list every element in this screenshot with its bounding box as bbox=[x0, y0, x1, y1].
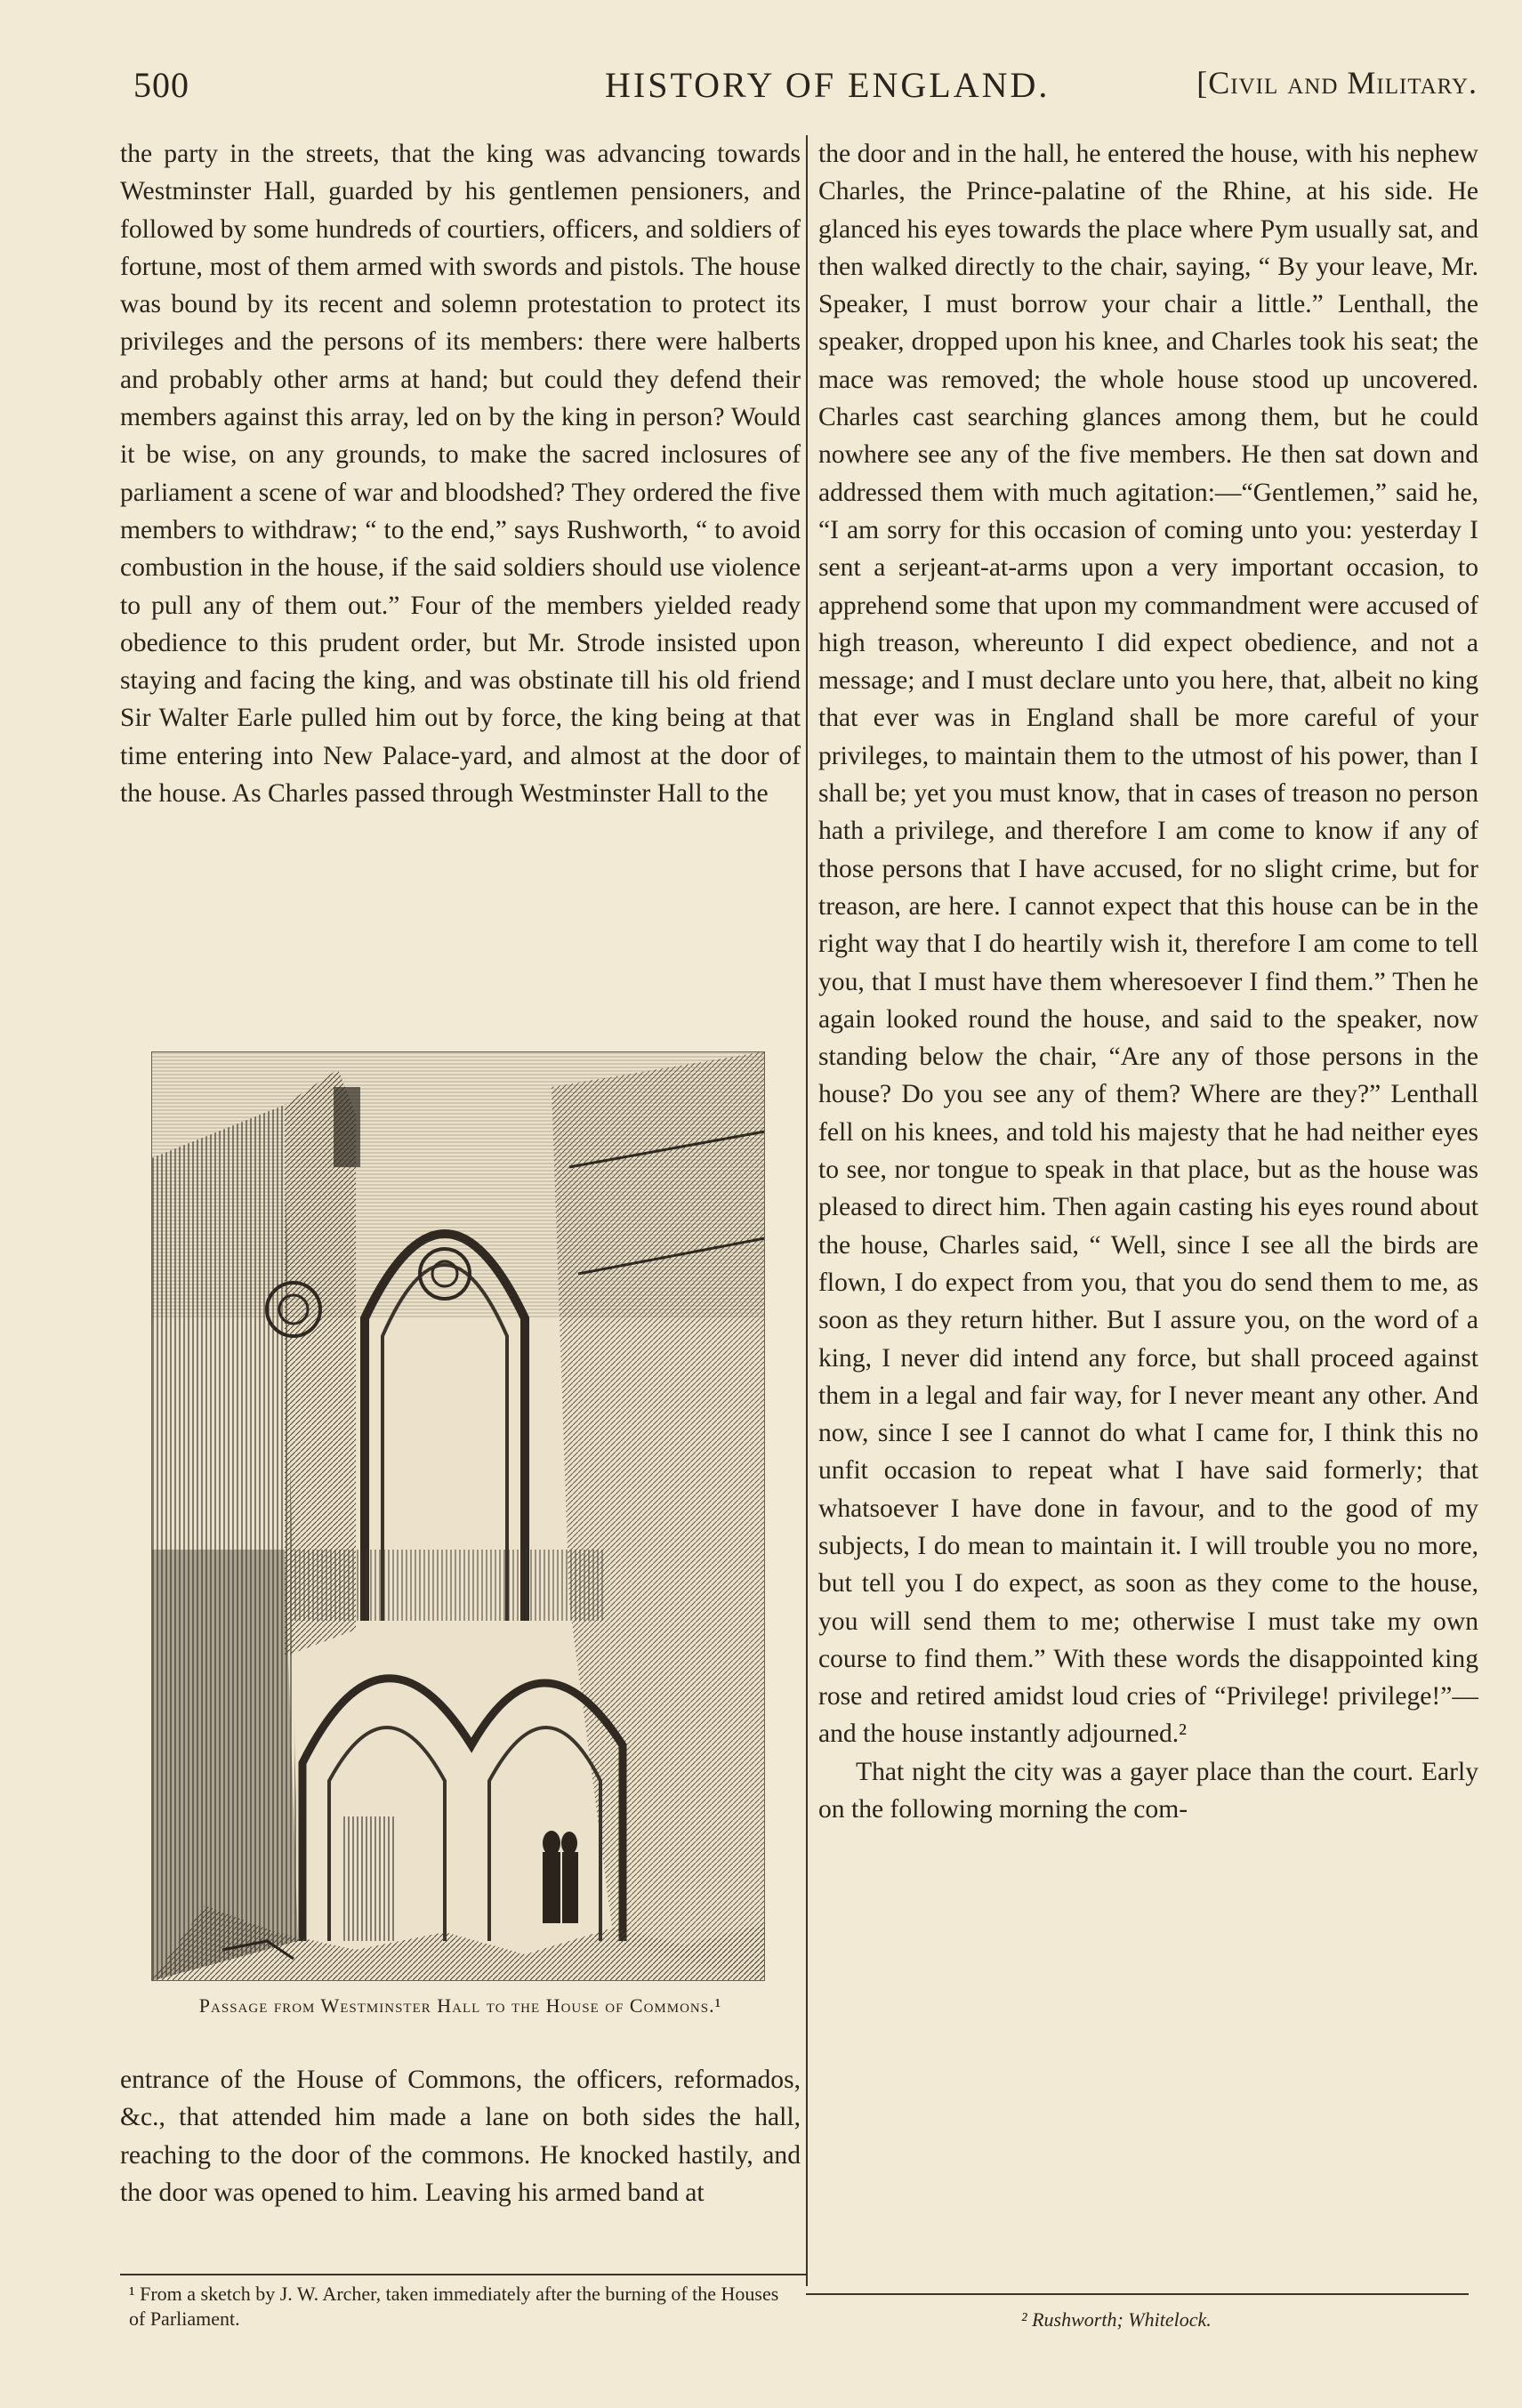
running-title: HISTORY OF ENGLAND. bbox=[605, 65, 1051, 105]
footnote-2-text: ² Rushworth; Whitelock. bbox=[1021, 2308, 1212, 2331]
footnote-1: ¹ From a sketch by J. W. Archer, taken immediately after the burning of the Houses of Parliament. bbox=[129, 2283, 779, 2330]
right-paragraph-1: the door and in the hall, he entered the house, with his nephew Charles, the Prince-palatine of the Rhine, at his side. He glanced his eyes towards the place where Pym usually sat, and then walked directly to the chair, saying, “ By your leave, Mr. Speaker, I must borrow your chair a little.” Lenthall, the speaker, dropped upon his knee, and Charles took his seat; the mace was removed; the whole house stood up uncovered. Charles cast searching glances among them, but he could nowhere see any of the five members. He then sat down and addressed them with much agitation:—“Gentlemen,” said he, “I am sorry for this occasion of coming unto you: yesterday I sent a serjeant-at-arms upon a very important occasion, to apprehend some that upon my commandment were accused of high treason, whereunto I did expect obedience, and not a message; and I must declare unto you here, that, albeit no king that ever was in England shall be more careful of your privileges, to maintain them to the utmost of his power, than I shall be; yet you must know, that in cases of treason no person hath a privilege, and therefore I am come to know if any of those persons that I have accused, for no slight crime, but for treason, are here. I cannot expect that this house can be in the right way that I do heartily wish it, therefore I am come to tell you, that I must have them wheresoever I find them.” Then he again looked round the house, and said to the speaker, now standing below the chair, “Are any of those persons in the house? Do you see any of them? Where are they?” Lenthall fell on his knees, and told his majesty that he had neither eyes to see, nor tongue to speak in that place, but as the house was pleased to direct him. Then again casting his eyes round about the house, Charles said, “ Well, since I see all the birds are flown, I do expect from you, that you do send them to me, as soon as they return hither. But I assure you, on the word of a king, I never did intend any force, but shall proceed against them in a legal and fair way, for I never meant any other. And now, since I see I cannot do what I came for, I think this no unfit occasion to repeat what I have said formerly; that whatsoever I have done in favour, and to the good of my subjects, I do mean to maintain it. I will trouble you no more, but tell you I do expect, as soon as they come to the house, you will send them to me; otherwise I must take my own course to find them.” With these words the disappointed king rose and retired amidst loud cries of “Privilege! privilege!”—and the house instantly adjourned.² bbox=[818, 140, 1478, 1749]
left-column-continued bbox=[120, 2061, 801, 2211]
footnote-rule-right bbox=[806, 2293, 1469, 2295]
footnote-rule-left bbox=[120, 2274, 807, 2275]
running-header bbox=[133, 64, 1478, 117]
right-paragraph-2-text: That night the city was a gayer place than the court. Early on the following morning the com- bbox=[818, 1757, 1478, 1824]
left-paragraph-1: the party in the streets, that the king was advancing towards Westminster Hall, guarded by his gentlemen pensioners, and followed by some hundreds of courtiers, officers, and soldiers of fortune, most of them armed with swords and pistols. The house was bound by its recent and solemn protestation to protect its privileges and the persons of its members: there were halberts and probably other arms at hand; but could they defend their members against this array, led on by the king in person? Would it be wise, on any grounds, to make the sacred inclosures of parliament a scene of war and bloodshed? They ordered the five members to withdraw; “ to the end,” says Rushworth, “ to avoid combustion in the house, if the said soldiers should use violence to pull any of them out.” Four of the members yielded ready obedience to this prudent order, but Mr. Strode insisted upon staying and facing the king, and was obstinate till his old friend Sir Walter Earle pulled him out by force, the king being at that time entering into New Palace-yard, and almost at the door of the house. As Charles passed through Westminster Hall to the bbox=[120, 140, 801, 809]
column-divider bbox=[806, 135, 808, 2286]
figure-engraving bbox=[151, 1051, 765, 1981]
left-paragraph-2: entrance of the House of Commons, the officers, reformados, &c., that attended him made a lane on both sides the hall, reaching to the door of the commons. He knocked hastily, and the door was opened to him. Leaving his armed band at bbox=[120, 2066, 801, 2207]
left-column bbox=[120, 135, 801, 812]
figure-caption: Passage from Westminster Hall to the House of Commons.¹ bbox=[198, 1994, 722, 2017]
engraving-illustration bbox=[151, 1051, 765, 1981]
right-paragraph-2 bbox=[818, 1753, 1478, 1829]
right-column bbox=[818, 135, 1478, 1828]
page-number: 500 bbox=[133, 65, 189, 105]
footnote-2 bbox=[1021, 2307, 1377, 2332]
section-title: [Civil and Military. bbox=[1196, 65, 1478, 101]
